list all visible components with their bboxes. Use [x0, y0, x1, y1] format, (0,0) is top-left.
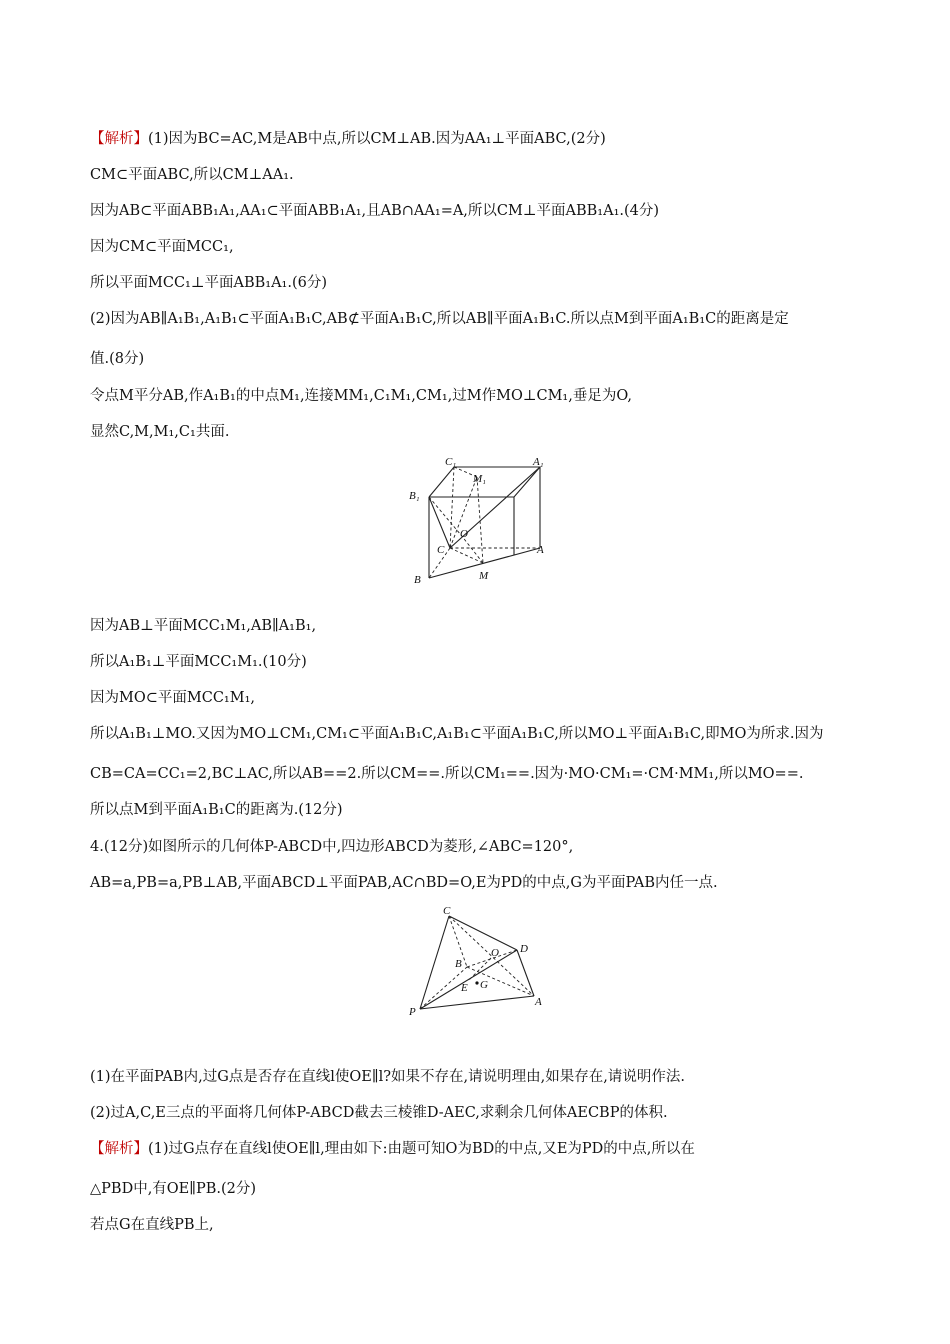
prism-edge-c1c — [450, 467, 454, 548]
pyramid-edge-cd — [449, 916, 517, 950]
text-line-12: 因为MO⊂平面MCC₁M₁, — [90, 690, 256, 706]
label-p: P — [409, 1006, 416, 1018]
text-line-5: 所以平面MCC₁⊥平面ABB₁A₁.(6分) — [90, 275, 328, 291]
text-line-16: 4.(12分)如图所示的几何体P-ABCD中,四边形ABCD为菱形,∠ABC=120°, — [90, 839, 574, 855]
label-a1: A₁ — [533, 456, 544, 468]
pyramid-edge-oe — [468, 958, 491, 981]
prism-edge-b1c — [429, 497, 450, 548]
label-g: G — [480, 979, 488, 991]
text-line-1: 【解析】(1)因为BC=AC,M是AB中点,所以CM⊥AB.因为AA₁⊥平面ABC,(2分) — [90, 131, 606, 147]
text-line-14: CB=CA=CC₁=2,BC⊥AC,所以AB==2.所以CM==.所以CM₁==.因为·MO·CM₁=·CM·MM₁,所以MO==. — [90, 766, 804, 782]
text-line-22: 若点G在直线PB上, — [90, 1217, 214, 1233]
label-o: O — [491, 947, 499, 959]
prism-edge-b1m — [429, 497, 461, 535]
text-line-20: 【解析】(1)过G点存在直线l使OE∥l,理由如下:由题可知O为BD的中点,又E为PD的中点,所以在 — [90, 1141, 695, 1157]
label-b: B — [414, 574, 421, 585]
text-line-8: 令点M平分AB,作A₁B₁的中点M₁,连接MM₁,C₁M₁,CM₁,过M作MO⊥CM₁,垂足为O, — [90, 388, 632, 404]
label-b: B — [455, 958, 462, 970]
text-line-3: 因为AB⊂平面ABB₁A₁,AA₁⊂平面ABB₁A₁,且AB∩AA₁=A,所以CM⊥平面ABB₁A₁.(4分) — [90, 203, 660, 219]
prism-edge-m1m — [477, 477, 483, 563]
text-line-21: △PBD中,有OE∥PB.(2分) — [90, 1181, 257, 1197]
label-c: C — [443, 905, 451, 917]
label-c1: C₁ — [445, 456, 457, 468]
label-c: C — [437, 544, 445, 556]
label-m1: M₁ — [473, 473, 486, 485]
analysis-tag: 【解析】 — [90, 1141, 148, 1157]
pyramid-edge-pa — [420, 996, 534, 1009]
analysis-tag: 【解析】 — [90, 131, 148, 147]
text-line-4: 因为CM⊂平面MCC₁, — [90, 239, 234, 255]
prism-figure — [405, 455, 555, 585]
text-line-6: (2)因为AB∥A₁B₁,A₁B₁⊂平面A₁B₁C,AB⊄平面A₁B₁C,所以AB∥平面A₁B₁C.所以点M到平面A₁B₁C的距离是定 — [90, 311, 789, 327]
text-line-10: 因为AB⊥平面MCC₁M₁,AB∥A₁B₁, — [90, 618, 317, 634]
label-a: A — [535, 996, 542, 1008]
label-b1: B₁ — [409, 490, 420, 502]
label-e: E — [461, 982, 468, 994]
text-line-15: 所以点M到平面A₁B₁C的距离为.(12分) — [90, 802, 343, 818]
label-a: A — [537, 544, 544, 556]
label-o: O — [460, 528, 468, 540]
text-line-9: 显然C,M,M₁,C₁共面. — [90, 424, 230, 440]
text-line-18: (1)在平面PAB内,过G点是否存在直线l使OE∥l?如果不存在,请说明理由,如果存在,请说明作法. — [90, 1069, 685, 1085]
text-line-19: (2)过A,C,E三点的平面将几何体P-ABCD截去三棱锥D-AEC,求剩余几何体AECBP的体积. — [90, 1105, 668, 1121]
text-line-13: 所以A₁B₁⊥MO.又因为MO⊥CM₁,CM₁⊂平面A₁B₁C,A₁B₁⊂平面A₁B₁C,所以MO⊥平面A₁B₁C,即MO为所求.因为 — [90, 726, 824, 742]
label-m: M — [479, 570, 489, 582]
text-line-7: 值.(8分) — [90, 351, 145, 367]
pyramid-figure — [405, 903, 555, 1018]
prism-edge-cm — [450, 548, 483, 563]
text-line-2: CM⊂平面ABC,所以CM⊥AA₁. — [90, 167, 294, 183]
pyramid-edge-da — [517, 950, 534, 996]
label-d: D — [520, 943, 528, 955]
text-line-17: AB=a,PB=a,PB⊥AB,平面ABCD⊥平面PAB,AC∩BD=O,E为PD的中点,G为平面PAB内任一点. — [90, 875, 718, 891]
point-g — [475, 981, 478, 984]
text-line-11: 所以A₁B₁⊥平面MCC₁M₁.(10分) — [90, 654, 307, 670]
pyramid-edge-cp — [420, 916, 449, 1009]
